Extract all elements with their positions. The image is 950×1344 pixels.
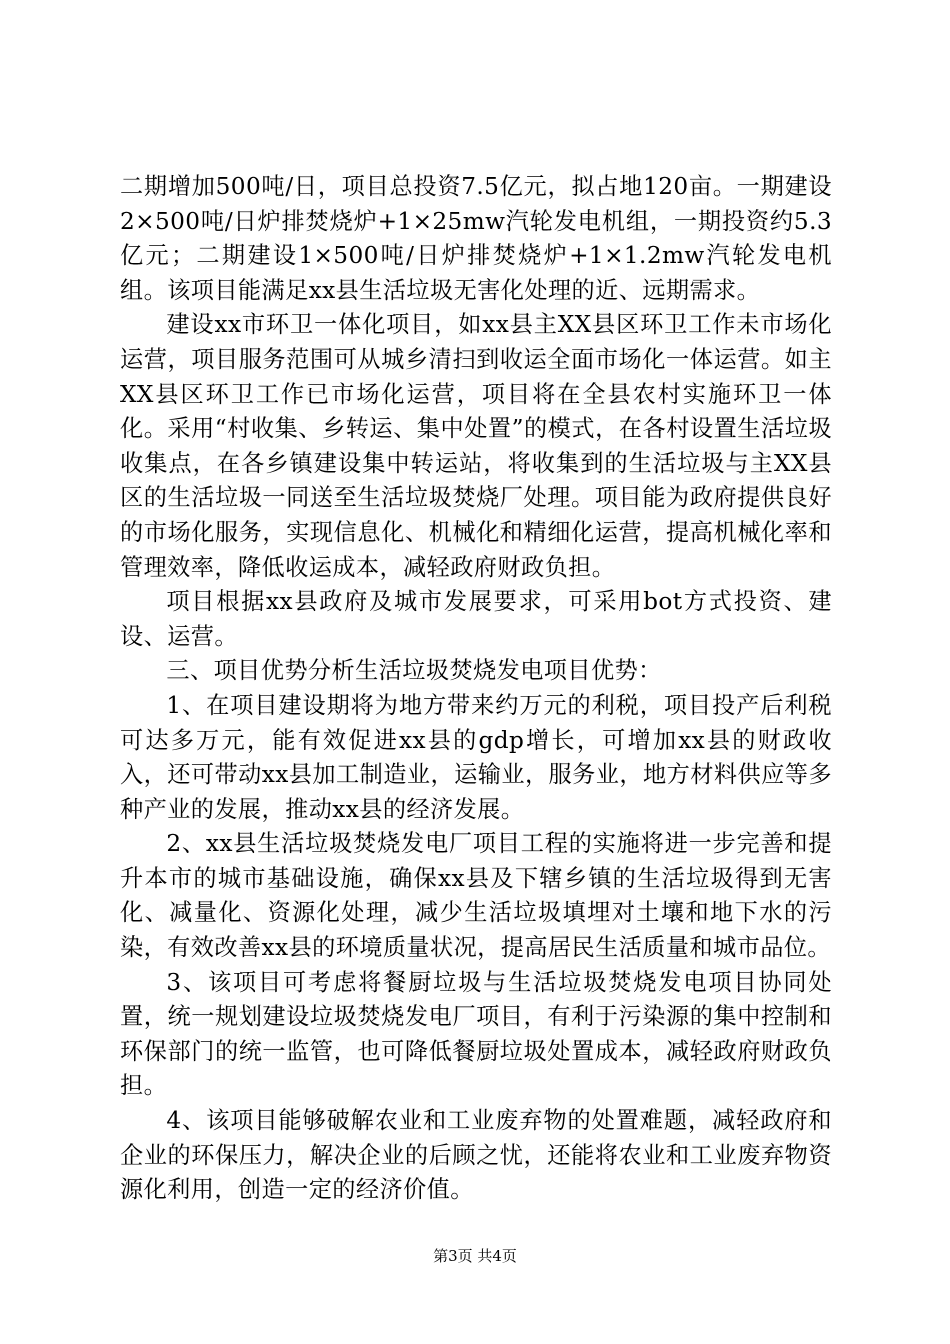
paragraph-3: 项目根据xx县政府及城市发展要求，可采用bot方式投资、建设、运营。	[120, 588, 832, 650]
paragraph-advantage-4: 4、该项目能够破解农业和工业废弃物的处置难题，减轻政府和企业的环保压力，解决企业的后顾之忧，还能将农业和工业废弃物资源化利用，创造一定的经济价值。	[120, 1107, 832, 1204]
paragraph-2: 建设xx市环卫一体化项目，如xx县主XX县区环卫工作未市场化运营，项目服务范围可从城乡清扫到收运全面市场化一体运营。如主XX县区环卫工作已市场化运营，项目将在全县农村实施环卫一体化。采用“村收集、乡转运、集中处置”的模式，在各村设置生活垃圾收集点，在各乡镇建设集中转运站，将收集到的生活垃圾与主XX县区的生活垃圾一同送至生活垃圾焚烧厂处理。项目能为政府提供良好的市场化服务，实现信息化、机械化和精细化运营，提高机械化率和管理效率，降低收运成本，减轻政府财政负担。	[120, 311, 832, 581]
document-body	[120, 170, 832, 1208]
page-number-label: 第3页 共4页	[433, 1247, 517, 1265]
paragraph-advantage-1: 1、在项目建设期将为地方带来约万元的利税，项目投产后利税可达多万元，能有效促进xx县的gdp增长，可增加xx县的财政收入，还可带动xx县加工制造业，运输业，服务业，地方材料供应等多种产业的发展，推动xx县的经济发展。	[120, 691, 832, 823]
page-footer	[0, 1246, 950, 1266]
paragraph-1: 二期增加500吨/日，项目总投资7.5亿元，拟占地120亩。一期建设2×500吨/日炉排焚烧炉+1×25mw汽轮发电机组，一期投资约5.3亿元；二期建设1×500吨/日炉排焚烧炉+1×1.2mw汽轮发电机组。该项目能满足xx县生活垃圾无害化处理的近、远期需求。	[120, 173, 832, 304]
paragraph-advantage-2: 2、xx县生活垃圾焚烧发电厂项目工程的实施将进一步完善和提升本市的城市基础设施，确保xx县及下辖乡镇的生活垃圾得到无害化、减量化、资源化处理，减少生活垃圾填埋对土壤和地下水的污染，有效改善xx县的环境质量状况，提高居民生活质量和城市品位。	[120, 830, 832, 962]
paragraph-advantage-3: 3、该项目可考虑将餐厨垃圾与生活垃圾焚烧发电项目协同处置，统一规划建设垃圾焚烧发电厂项目，有利于污染源的集中控制和环保部门的统一监管，也可降低餐厨垃圾处置成本，减轻政府财政负担。	[120, 968, 832, 1100]
section-heading: 三、项目优势分析生活垃圾焚烧发电项目优势：	[166, 657, 662, 685]
